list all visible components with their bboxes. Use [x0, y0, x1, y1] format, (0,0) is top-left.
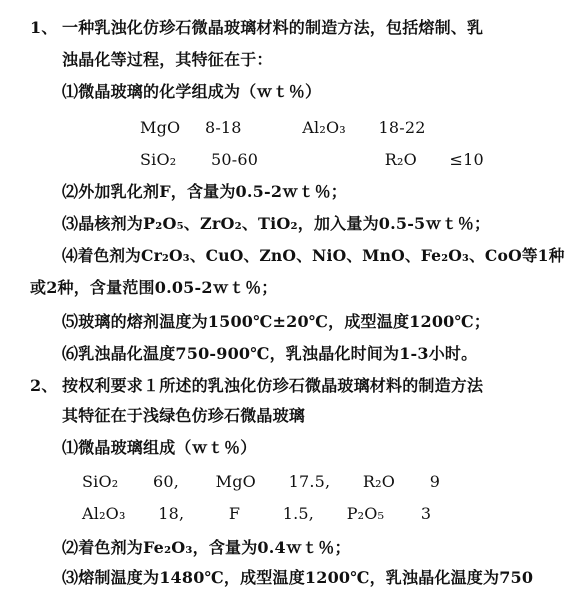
component-value: 60, — [153, 472, 180, 491]
claim-2-item-2: ⑵着色剂为Fe₂O₃，含量为0.4ｗｔ％； — [62, 538, 351, 557]
claim-1-line-1: 一种乳浊化仿珍石微晶玻璃材料的制造方法，包括熔制、乳 — [62, 18, 484, 37]
claim-2-comp-row-1 — [82, 472, 440, 492]
component-value: 8-18 — [204, 118, 242, 137]
component-label: MgO — [215, 472, 256, 491]
component-value: 3 — [420, 504, 432, 523]
claim-1-item-1: ⑴微晶玻璃的化学组成为（ｗｔ％） — [62, 82, 322, 101]
component-value: 18-22 — [378, 118, 426, 137]
component-label: R₂O — [384, 150, 417, 169]
component-label: SiO₂ — [82, 472, 119, 491]
claim-2-line-2: 其特征在于浅绿色仿珍石微晶玻璃 — [62, 406, 306, 425]
claim-1-item-4-line-2: 或2种，含量范围0.05-2ｗｔ％； — [30, 278, 278, 297]
claim-1-item-4-line-1: ⑷着色剂为Cr₂O₃、CuO、ZnO、NiO、MnO、Fe₂O₃、CoO等1种 — [62, 246, 565, 265]
claim-2-item-3: ⑶熔制温度为1480℃，成型温度1200℃，乳浊晶化温度为750 — [62, 568, 534, 587]
component-value: ≤10 — [449, 150, 484, 169]
claim-1-item-6: ⑹乳浊晶化温度750-900℃，乳浊晶化时间为1-3小时。 — [62, 344, 478, 363]
component-value: 17.5, — [288, 472, 331, 491]
component-label: F — [228, 504, 241, 523]
component-label: Al₂O₃ — [302, 118, 346, 137]
claim-1-comp-row-2 — [140, 150, 484, 170]
claim-2-line-1: 按权利要求１所述的乳浊化仿珍石微晶玻璃材料的制造方法 — [62, 376, 484, 395]
component-label: SiO₂ — [140, 150, 177, 169]
claim-1-number: 1、 — [30, 18, 58, 37]
component-label: R₂O — [362, 472, 396, 491]
claim-2-item-1: ⑴微晶玻璃组成（ｗｔ％） — [62, 438, 257, 457]
claim-1-comp-row-1 — [140, 118, 426, 138]
component-label: P₂O₅ — [346, 504, 385, 523]
claim-2-comp-row-2 — [82, 504, 431, 524]
claim-1-item-2: ⑵外加乳化剂F，含量为0.5-2ｗｔ％； — [62, 182, 347, 201]
component-value: 9 — [429, 472, 441, 491]
component-value: 18, — [158, 504, 185, 523]
component-label: Al₂O₃ — [82, 504, 126, 523]
component-value: 50-60 — [211, 150, 259, 169]
claim-1-item-5: ⑸玻璃的熔剂温度为1500℃±20℃，成型温度1200℃； — [62, 312, 491, 331]
claim-1-line-2: 浊晶化等过程，其特征在于： — [62, 50, 273, 69]
component-label: MgO — [140, 118, 181, 137]
claim-2-number: 2、 — [30, 376, 58, 395]
claim-1-item-3: ⑶晶核剂为P₂O₅、ZrO₂、TiO₂，加入量为0.5-5ｗｔ％； — [62, 214, 491, 233]
component-value: 1.5, — [282, 504, 315, 523]
